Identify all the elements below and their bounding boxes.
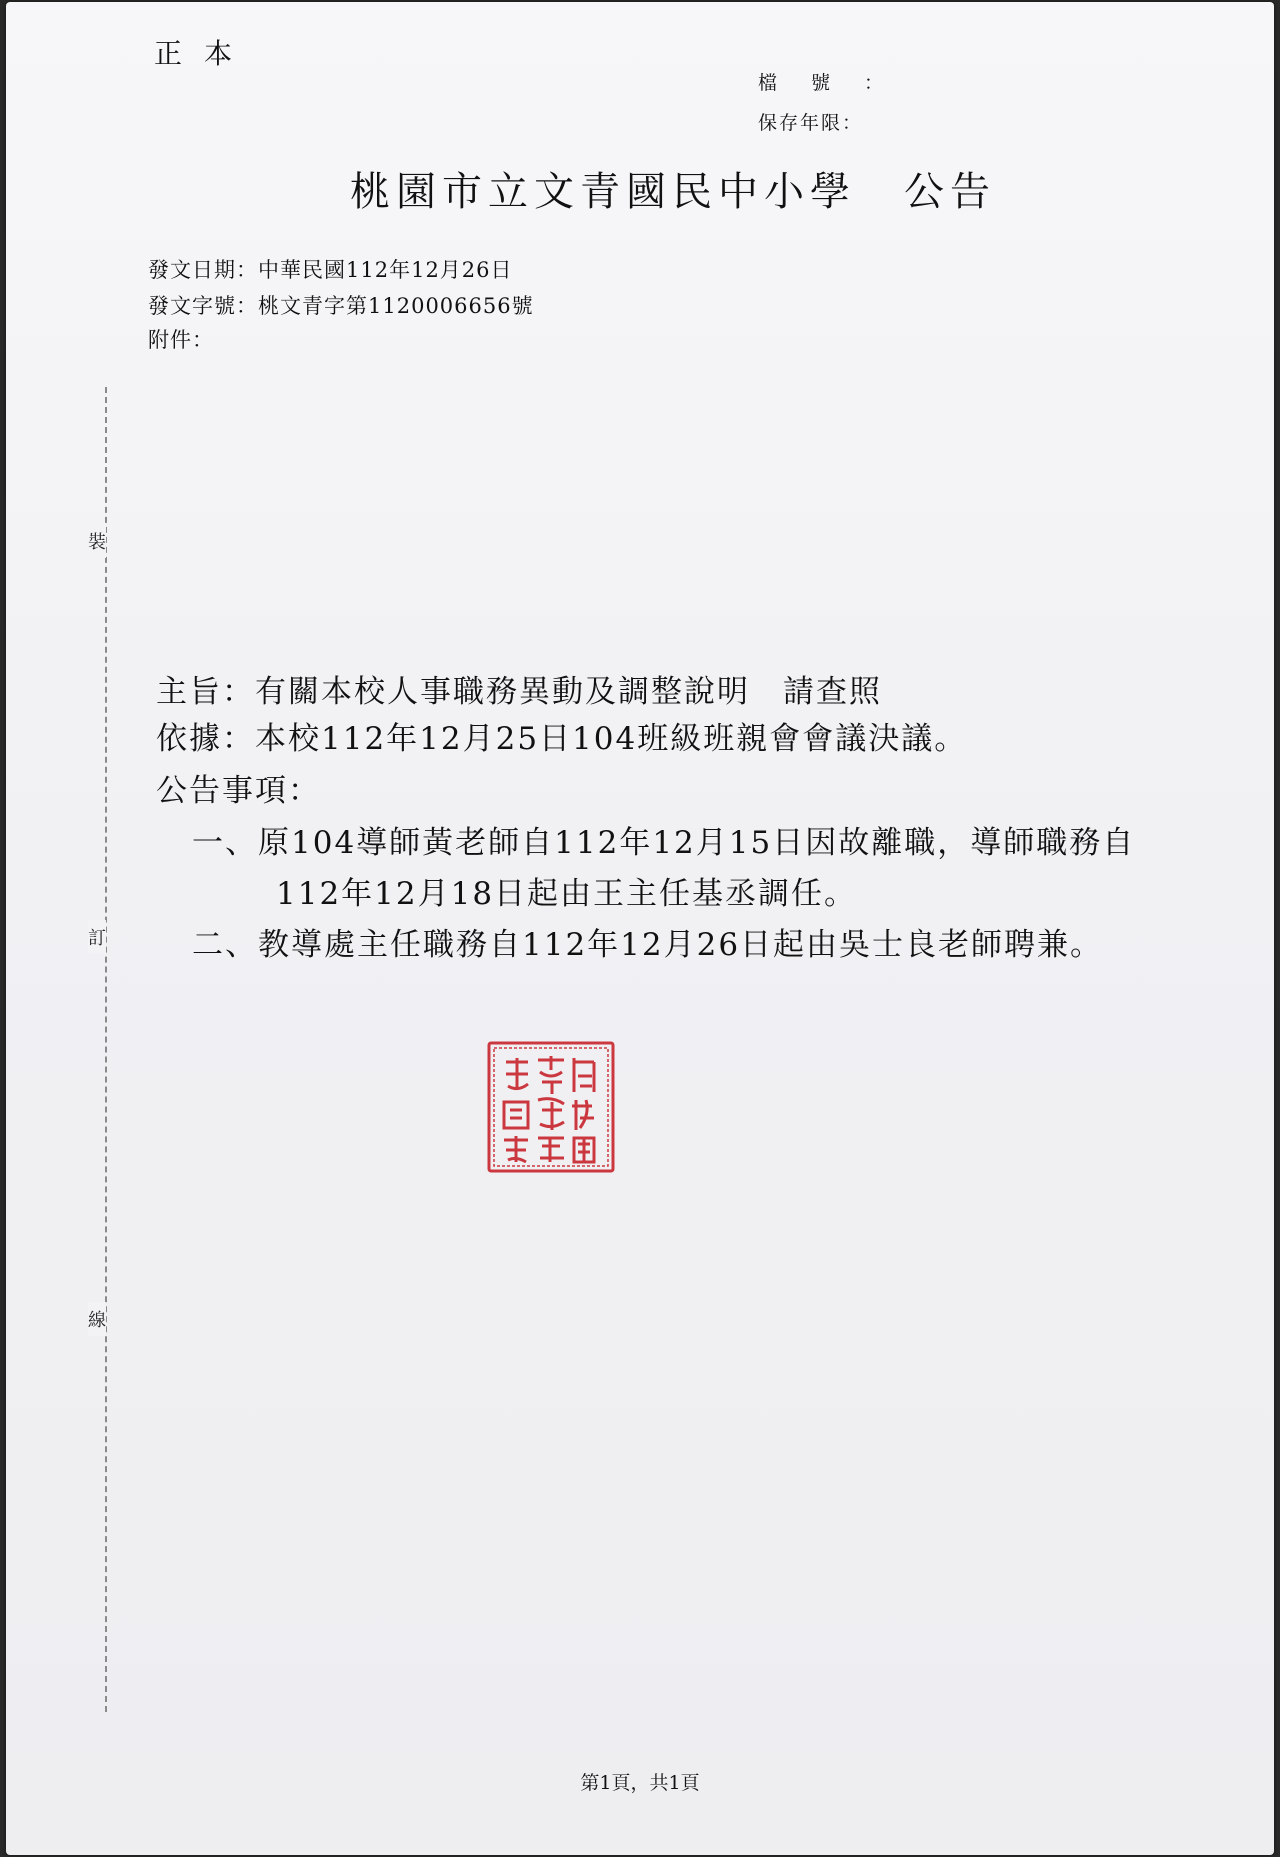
document-number: 發文字號：桃文青字第1120006656號 [148, 294, 534, 318]
basis-line: 依據：本校112年12月25日104班級班親會會議決議。 [156, 721, 968, 757]
issue-date: 發文日期：中華民國112年12月26日 [148, 258, 513, 282]
items-heading: 公告事項： [156, 773, 321, 809]
announcement-item-1: 一、原104導師黃老師自112年12月15日因故離職，導師職務自 [192, 825, 1136, 861]
title-doc-type: 公告 [904, 169, 996, 215]
binding-mark-1: 裝 [88, 524, 106, 558]
document-page [6, 2, 1274, 1855]
attachment-label: 附件： [148, 328, 214, 352]
title-organization: 桃園市立文青國民中小學 [350, 169, 856, 215]
binding-mark-2: 訂 [88, 920, 106, 954]
page-number: 第1頁，共1頁 [580, 1772, 700, 1794]
subject-line: 主旨：有關本校人事職務異動及調整說明 請查照 [156, 674, 882, 710]
binding-mark-3: 線 [88, 1302, 106, 1336]
archive-number-label: 檔號： [758, 72, 918, 94]
document-title [350, 160, 996, 217]
announcement-item-1-continued: 112年12月18日起由王主任基丞調任。 [276, 876, 858, 912]
announcement-item-2: 二、教導處主任職務自112年12月26日起由吳士良老師聘兼。 [192, 927, 1104, 963]
copy-type-label: 正本 [154, 37, 255, 70]
retention-period-label: 保存年限： [758, 112, 864, 134]
binding-line [105, 387, 107, 1712]
official-seal-stamp [486, 1040, 616, 1174]
